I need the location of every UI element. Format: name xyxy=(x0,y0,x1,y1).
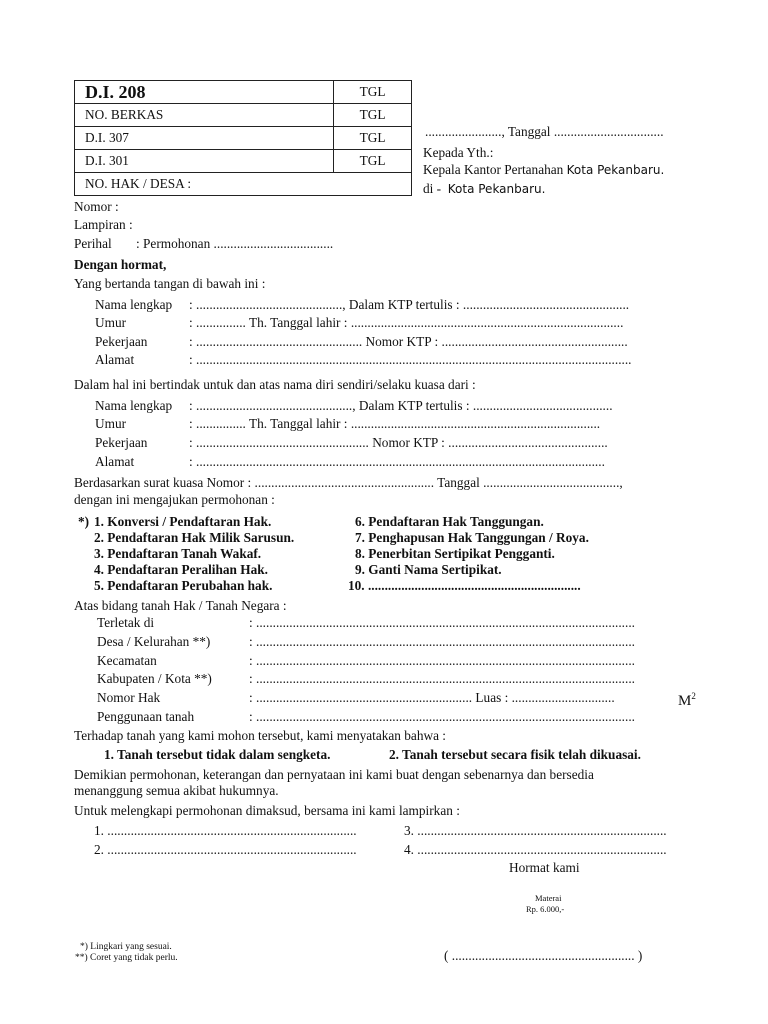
date-line: ......................., Tanggal ................................. xyxy=(425,124,664,139)
applicant-pekerjaan-value: : .................................................. Nomor KTP : ........................................................ xyxy=(189,334,628,349)
principal-pekerjaan-value: : .................................................... Nomor KTP : ................................................ xyxy=(189,435,608,450)
land-kabupaten-value: : .................................................................................................................. xyxy=(249,671,635,686)
declaration-line-1: Demikian permohonan, keterangan dan pernyataan ini kami buat dengan sebenarnya dan bersedia xyxy=(74,767,594,782)
statement-intro: Terhadap tanah yang kami mohon tersebut, kami menyatakan bahwa : xyxy=(74,728,446,743)
recipient-line xyxy=(423,162,664,178)
land-intro: Atas bidang tanah Hak / Tanah Negara : xyxy=(74,598,287,613)
principal-alamat-value: : ........................................................................................................................... xyxy=(189,454,605,469)
table-row xyxy=(75,127,412,150)
submit-line: dengan ini mengajukan permohonan : xyxy=(74,492,275,507)
statement-1: 1. Tanah tersebut tidak dalam sengketa. xyxy=(104,747,331,762)
land-kabupaten-label: Kabupaten / Kota **) xyxy=(97,671,212,686)
nomor-label: Nomor : xyxy=(74,199,119,214)
attachment-item: 2. ........................................................................... xyxy=(94,842,357,857)
recipient-city: Kota Pekanbaru. xyxy=(566,163,665,177)
applicant-pekerjaan-label: Pekerjaan xyxy=(95,334,148,349)
intro-text: Yang bertanda tangan di bawah ini : xyxy=(74,276,266,291)
di-prefix: di - xyxy=(423,181,442,196)
principal-alamat-label: Alamat xyxy=(95,454,135,469)
applicant-nama-value: : ............................................, Dalam KTP tertulis : .................................................. xyxy=(189,297,630,312)
land-kecamatan-label: Kecamatan xyxy=(97,653,157,668)
principal-umur-label: Umur xyxy=(95,416,127,431)
applicant-alamat-label: Alamat xyxy=(95,352,135,367)
statement-2: 2. Tanah tersebut secara fisik telah dikuasai. xyxy=(389,747,641,762)
table-code-cell: NO. BERKAS xyxy=(75,104,334,127)
attachment-item: 4. ........................................................................... xyxy=(404,842,667,857)
kuasa-line: Berdasarkan surat kuasa Nomor : ...................................................... Tanggal ........................................., xyxy=(74,475,623,490)
applicant-umur-value: : ............... Th. Tanggal lahir : .................................................................................. xyxy=(189,315,624,330)
option-item: 6. Pendaftaran Hak Tanggungan. xyxy=(355,514,544,529)
principal-umur-value: : ............... Th. Tanggal lahir : ........................................................................... xyxy=(189,416,601,431)
land-nomor-hak-label: Nomor Hak xyxy=(97,690,161,705)
recipient-title: Kepala Kantor Pertanahan xyxy=(423,162,567,177)
footnote-2: **) Coret yang tidak perlu. xyxy=(75,953,178,963)
recipient-place-city: Kota Pekanbaru. xyxy=(447,182,546,196)
table-tgl-cell: TGL xyxy=(334,127,412,150)
registration-table xyxy=(74,80,412,196)
option-item: 7. Penghapusan Hak Tanggungan / Roya. xyxy=(355,530,589,545)
attachment-item: 1. ........................................................................... xyxy=(94,823,357,838)
table-row xyxy=(75,173,412,196)
option-item: 5. Pendaftaran Perubahan hak. xyxy=(94,578,273,593)
option-item: 4. Pendaftaran Peralihan Hak. xyxy=(94,562,268,577)
table-row xyxy=(75,104,412,127)
land-nomor-hak-value: : ................................................................. Luas : ............................... xyxy=(249,690,615,705)
recipient-place-line xyxy=(423,181,545,197)
lampiran-label: Lampiran : xyxy=(74,217,133,232)
principal-nama-label: Nama lengkap xyxy=(95,398,173,413)
perihal-value: : Permohonan .................................... xyxy=(136,236,334,251)
option-item: 2. Pendaftaran Hak Milik Sarusun. xyxy=(94,530,295,545)
option-item: 9. Ganti Nama Sertipikat. xyxy=(355,562,502,577)
table-tgl-cell: TGL xyxy=(334,150,412,173)
table-code-cell: D.I. 208 xyxy=(75,81,334,104)
land-terletak-value: : .................................................................................................................. xyxy=(249,615,635,630)
table-code-cell: D.I. 301 xyxy=(75,150,334,173)
materai-value: Rp. 6.000,- xyxy=(526,904,565,914)
option-item: 3. Pendaftaran Tanah Wakaf. xyxy=(94,546,262,561)
land-penggunaan-label: Penggunaan tanah xyxy=(97,709,195,724)
table-row xyxy=(75,150,412,173)
applicant-umur-label: Umur xyxy=(95,315,127,330)
closing: Hormat kami xyxy=(509,860,580,875)
land-desa-value: : .................................................................................................................. xyxy=(249,634,635,649)
applicant-alamat-value: : ................................................................................................................................... xyxy=(189,352,632,367)
table-tgl-cell: TGL xyxy=(334,81,412,104)
land-penggunaan-value: : .................................................................................................................. xyxy=(249,709,635,724)
land-kecamatan-value: : .................................................................................................................. xyxy=(249,653,635,668)
kepada-label: Kepada Yth.: xyxy=(423,145,494,160)
table-row xyxy=(75,81,412,104)
footnote-1: *) Lingkari yang sesuai. xyxy=(80,942,172,952)
land-terletak-label: Terletak di xyxy=(97,615,155,630)
table-code-cell: D.I. 307 xyxy=(75,127,334,150)
signature-line: ( ....................................................... ) xyxy=(444,948,643,963)
land-desa-label: Desa / Kelurahan **) xyxy=(97,634,211,649)
attachment-item: 3. ........................................................................... xyxy=(404,823,667,838)
option-item: 10. ................................................................ xyxy=(348,578,581,593)
behalf-intro: Dalam hal ini bertindak untuk dan atas nama diri sendiri/selaku kuasa dari : xyxy=(74,377,476,392)
principal-pekerjaan-label: Pekerjaan xyxy=(95,435,148,450)
option-item: 8. Penerbitan Sertipikat Pengganti. xyxy=(355,546,555,561)
principal-nama-value: : ..............................................., Dalam KTP tertulis : .......................................... xyxy=(189,398,613,413)
options-marker: *) xyxy=(78,514,90,529)
table-tgl-cell: TGL xyxy=(334,104,412,127)
declaration-line-2: menanggung semua akibat hukumnya. xyxy=(74,783,279,798)
materai-label: Materai xyxy=(535,893,562,903)
land-unit: $M^2$ xyxy=(678,691,696,709)
applicant-nama-label: Nama lengkap xyxy=(95,297,173,312)
table-hak-desa-cell: NO. HAK / DESA : xyxy=(75,173,412,196)
perihal-label: Perihal xyxy=(74,236,112,251)
salutation: Dengan hormat, xyxy=(74,257,167,272)
option-item: 1. Konversi / Pendaftaran Hak. xyxy=(94,514,272,529)
attach-intro: Untuk melengkapi permohonan dimaksud, bersama ini kami lampirkan : xyxy=(74,803,460,818)
